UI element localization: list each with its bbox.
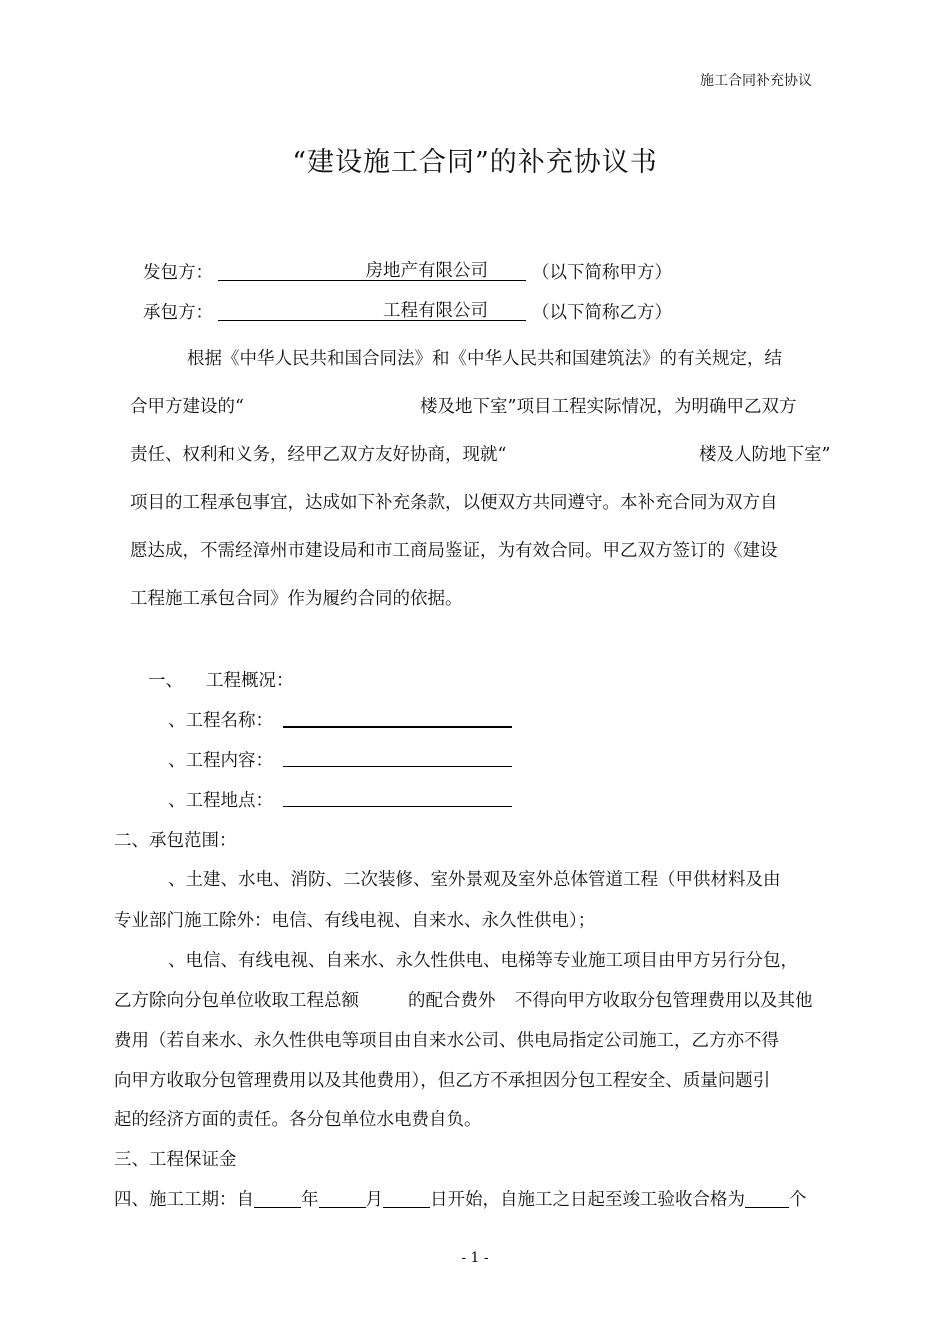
employer-note: （以下简称甲方） bbox=[532, 263, 672, 283]
section-2-line-4b: 的配合费外 bbox=[408, 991, 496, 1011]
year-text: 年 bbox=[301, 1190, 319, 1210]
project-content-blank bbox=[283, 766, 512, 767]
section-2-line-4c: 不得向甲方收取分包管理费用以及其他 bbox=[515, 991, 813, 1011]
employer-field bbox=[218, 257, 526, 281]
section-2-line-3: 、电信、有线电视、自来水、永久性供电、电梯等专业施工项目由甲方另行分包， bbox=[168, 951, 798, 971]
section-4-line bbox=[114, 1186, 807, 1211]
contractor-note: （以下简称乙方） bbox=[532, 303, 672, 323]
project-content-label: 、工程内容： bbox=[168, 751, 273, 771]
preamble-line-3b: 楼及人防地下室” bbox=[699, 445, 831, 465]
preamble-line-5: 愿达成，不需经漳州市建设局和市工商局鉴证，为有效合同。甲乙双方签订的《建设 bbox=[130, 541, 778, 561]
contractor-label: 承包方： bbox=[143, 303, 213, 323]
employer-value: 房地产有限公司 bbox=[365, 261, 488, 281]
section-1-title: 工程概况： bbox=[206, 671, 294, 691]
preamble-line-6: 工程施工承包合同》作为履约合同的依据。 bbox=[130, 589, 463, 609]
preamble-line-4: 项目的工程承包事宜，达成如下补充条款，以便双方共同遵守。本补充合同为双方自 bbox=[130, 493, 778, 513]
preamble-line-3a: 责任、权利和义务，经甲乙双方友好协商，现就“ bbox=[130, 445, 507, 465]
employer-label: 发包方： bbox=[143, 263, 213, 283]
day-start-text: 日开始，自施工之日起至竣工验收合格为 bbox=[430, 1190, 745, 1210]
section-2-line-6: 向甲方收取分包管理费用以及其他费用），但乙方不承担因分包工程安全、质量问题引 bbox=[114, 1071, 771, 1091]
contractor-value: 工程有限公司 bbox=[383, 301, 488, 321]
construction-period-prefix: 四、施工工期：自 bbox=[114, 1190, 254, 1210]
start-year-blank bbox=[254, 1187, 301, 1208]
preamble-line-2a: 合甲方建设的“ bbox=[130, 397, 244, 417]
running-header: 施工合同补充协议 bbox=[700, 73, 812, 89]
preamble-line-2b: 楼及地下室”项目工程实际情况，为明确甲乙双方 bbox=[420, 397, 797, 417]
start-day-blank bbox=[383, 1187, 430, 1208]
project-location-label: 、工程地点： bbox=[168, 791, 273, 811]
contractor-field bbox=[218, 297, 526, 321]
section-2-line-7: 起的经济方面的责任。各分包单位水电费自负。 bbox=[114, 1110, 482, 1130]
section-1-number: 一、 bbox=[148, 671, 183, 691]
duration-unit: 个 bbox=[789, 1190, 807, 1210]
duration-blank bbox=[745, 1187, 789, 1208]
section-2-line-1: 、土建、水电、消防、二次装修、室外景观及室外总体管道工程（甲供材料及由 bbox=[168, 870, 781, 890]
section-2-line-4a: 乙方除向分包单位收取工程总额 bbox=[114, 991, 359, 1011]
section-3-title: 三、工程保证金 bbox=[114, 1150, 237, 1170]
start-month-blank bbox=[319, 1187, 366, 1208]
month-text: 月 bbox=[365, 1190, 383, 1210]
document-title: “建设施工合同”的补充协议书 bbox=[292, 147, 658, 178]
section-2-title: 二、承包范围： bbox=[114, 831, 237, 851]
project-location-blank bbox=[283, 806, 512, 807]
page-number: - 1 - bbox=[461, 1250, 489, 1266]
preamble-line-1: 根据《中华人民共和国合同法》和《中华人民共和国建筑法》的有关规定，结 bbox=[187, 349, 782, 369]
project-name-label: 、工程名称： bbox=[168, 711, 273, 731]
section-2-line-5: 费用（若自来水、永久性供电等项目由自来水公司、供电局指定公司施工，乙方亦不得 bbox=[114, 1031, 779, 1051]
section-2-line-2: 专业部门施工除外：电信、有线电视、自来水、永久性供电）； bbox=[114, 911, 596, 931]
project-name-blank bbox=[283, 726, 512, 728]
